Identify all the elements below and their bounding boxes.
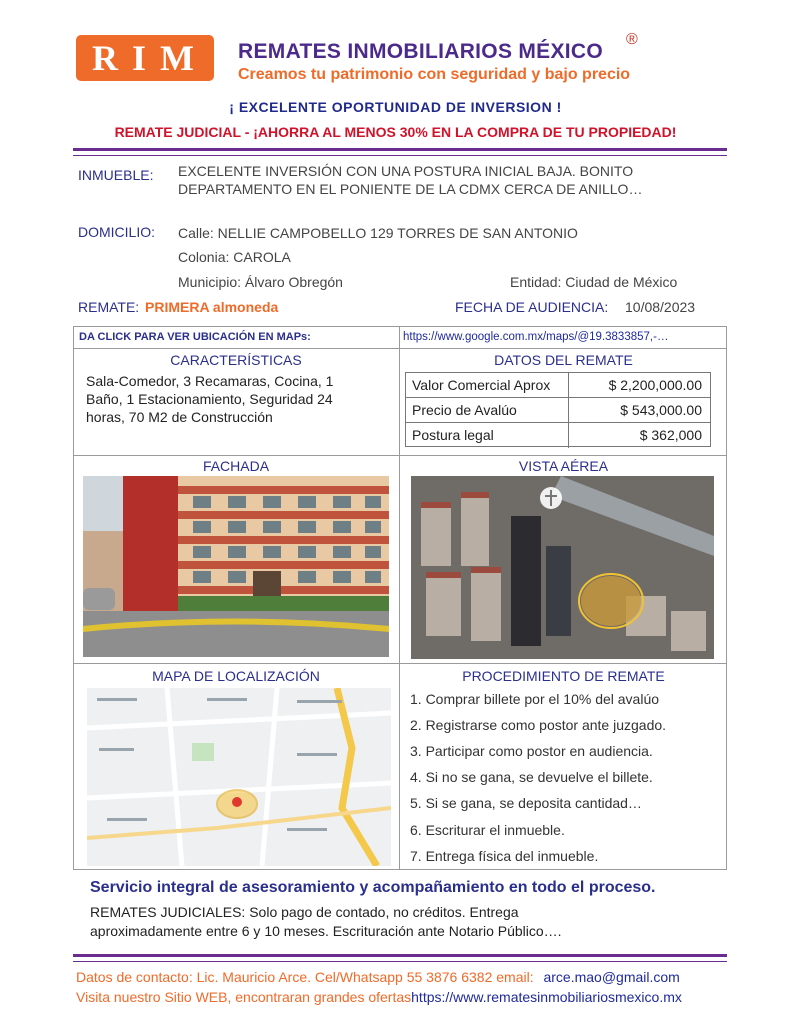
municipio-value: Municipio: Álvaro Obregón — [178, 274, 343, 290]
fachada-title: FACHADA — [202, 458, 270, 474]
rim-logo: RIM — [76, 35, 214, 81]
procedimiento-step: 2. Registrarse como postor ante juzgado. — [410, 717, 667, 733]
remates-note — [90, 903, 700, 941]
table-row — [406, 373, 710, 398]
datos-remate-table — [405, 372, 711, 447]
procedimiento-step: 1. Comprar billete por el 10% del avalúo — [410, 691, 660, 707]
registered-mark: ® — [626, 31, 638, 48]
grid-row-divider-2 — [73, 455, 727, 456]
inmueble-label: INMUEBLE: — [78, 167, 154, 183]
table-row — [406, 398, 710, 423]
grid-row-divider-3 — [73, 663, 727, 664]
procedimiento-step: 3. Participar como postor en audiencia. — [410, 743, 653, 759]
mapa-localizacion — [87, 688, 391, 866]
remates-note-line-1: REMATES JUDICIALES: Solo pago de contado, no créditos. Entrega — [90, 904, 519, 920]
footer-divider — [73, 954, 727, 957]
map-link-url[interactable]: https://www.google.com.mx/maps/@19.3833857,-… — [403, 331, 669, 343]
row-value: $ 362,000 — [639, 427, 702, 443]
headline-opportunity: ¡ EXCELENTE OPORTUNIDAD DE INVERSION ! — [229, 99, 562, 115]
footer-divider-thin — [73, 961, 727, 962]
fecha-label: FECHA DE AUDIENCIA: — [455, 299, 609, 315]
inmueble-text-2: DEPARTAMENTO EN EL PONIENTE DE LA CDMX CERCA DE ANILLO… — [178, 181, 643, 197]
fachada-photo — [83, 476, 389, 657]
caracteristicas-line-1: Sala-Comedor, 3 Recamaras, Cocina, 1 — [86, 373, 334, 389]
service-statement: Servicio integral de asesoramiento y acompañamiento en todo el proceso. — [90, 879, 656, 896]
procedimiento-step: 5. Si se gana, se deposita cantidad… — [410, 795, 642, 811]
vista-aerea-title: VISTA AÉREA — [518, 458, 609, 474]
datos-remate-title: DATOS DEL REMATE — [494, 352, 633, 368]
row-label: Precio de Avalúo — [412, 402, 517, 418]
entidad-value: Entidad: Ciudad de México — [510, 274, 678, 290]
header-divider-thin — [73, 155, 727, 156]
mapa-title: MAPA DE LOCALIZACIÓN — [152, 668, 320, 684]
web-line — [76, 989, 682, 1005]
map-link-label: DA CLICK PARA VER UBICACIÓN EN MAPs: — [79, 331, 311, 343]
remate-label: REMATE: — [78, 299, 140, 315]
remates-note-line-2: aproximadamente entre 6 y 10 meses. Escrituración ante Notario Público…. — [90, 923, 562, 939]
table-row — [406, 423, 710, 448]
contact-email[interactable]: arce.mao@gmail.com — [543, 969, 680, 985]
colonia-value: Colonia: CAROLA — [178, 249, 291, 265]
domicilio-label: DOMICILIO: — [78, 224, 156, 240]
grid-row-divider-1 — [73, 348, 727, 349]
contact-line — [76, 969, 680, 985]
procedimiento-step: 6. Escriturar el inmueble. — [410, 822, 565, 838]
caracteristicas-line-2: Baño, 1 Estacionamiento, Seguridad 24 — [86, 391, 333, 407]
grid-vertical-divider — [399, 326, 400, 870]
brand-name: REMATES INMOBILIARIOS MÉXICO — [238, 40, 604, 63]
web-text: Visita nuestro Sitio WEB, encontraran grandes ofertas — [76, 989, 412, 1005]
caracteristicas-line-3: horas, 70 M2 de Construcción — [86, 409, 273, 425]
row-value: $ 2,200,000.00 — [608, 377, 702, 393]
inmueble-text-1: EXCELENTE INVERSIÓN CON UNA POSTURA INICIAL BAJA. BONITO — [178, 163, 634, 179]
remate-value: PRIMERA almoneda — [145, 299, 279, 315]
headline-savings: REMATE JUDICIAL - ¡AHORRA AL MENOS 30% EN LA COMPRA DE TU PROPIEDAD! — [114, 124, 677, 140]
brand-tagline: Creamos tu patrimonio con seguridad y bajo precio — [238, 66, 631, 83]
row-label: Valor Comercial Aprox — [412, 377, 551, 393]
header-divider — [73, 148, 727, 151]
calle-value: Calle: NELLIE CAMPOBELLO 129 TORRES DE SAN ANTONIO — [178, 225, 578, 241]
contact-text: Datos de contacto: Lic. Mauricio Arce. Cel/Whatsapp 55 3876 6382 email: — [76, 969, 534, 985]
caracteristicas-title: CARACTERÍSTICAS — [170, 352, 302, 368]
procedimiento-step: 4. Si no se gana, se devuelve el billete. — [410, 769, 653, 785]
web-url[interactable]: https://www.rematesinmobiliariosmexico.mx — [411, 989, 682, 1005]
procedimiento-step: 7. Entrega física del inmueble. — [410, 848, 599, 864]
row-label: Postura legal — [412, 427, 494, 443]
fecha-value: 10/08/2023 — [625, 299, 696, 315]
vista-aerea-photo — [411, 476, 714, 659]
procedimiento-title: PROCEDIMIENTO DE REMATE — [462, 668, 665, 684]
row-value: $ 543,000.00 — [620, 402, 702, 418]
